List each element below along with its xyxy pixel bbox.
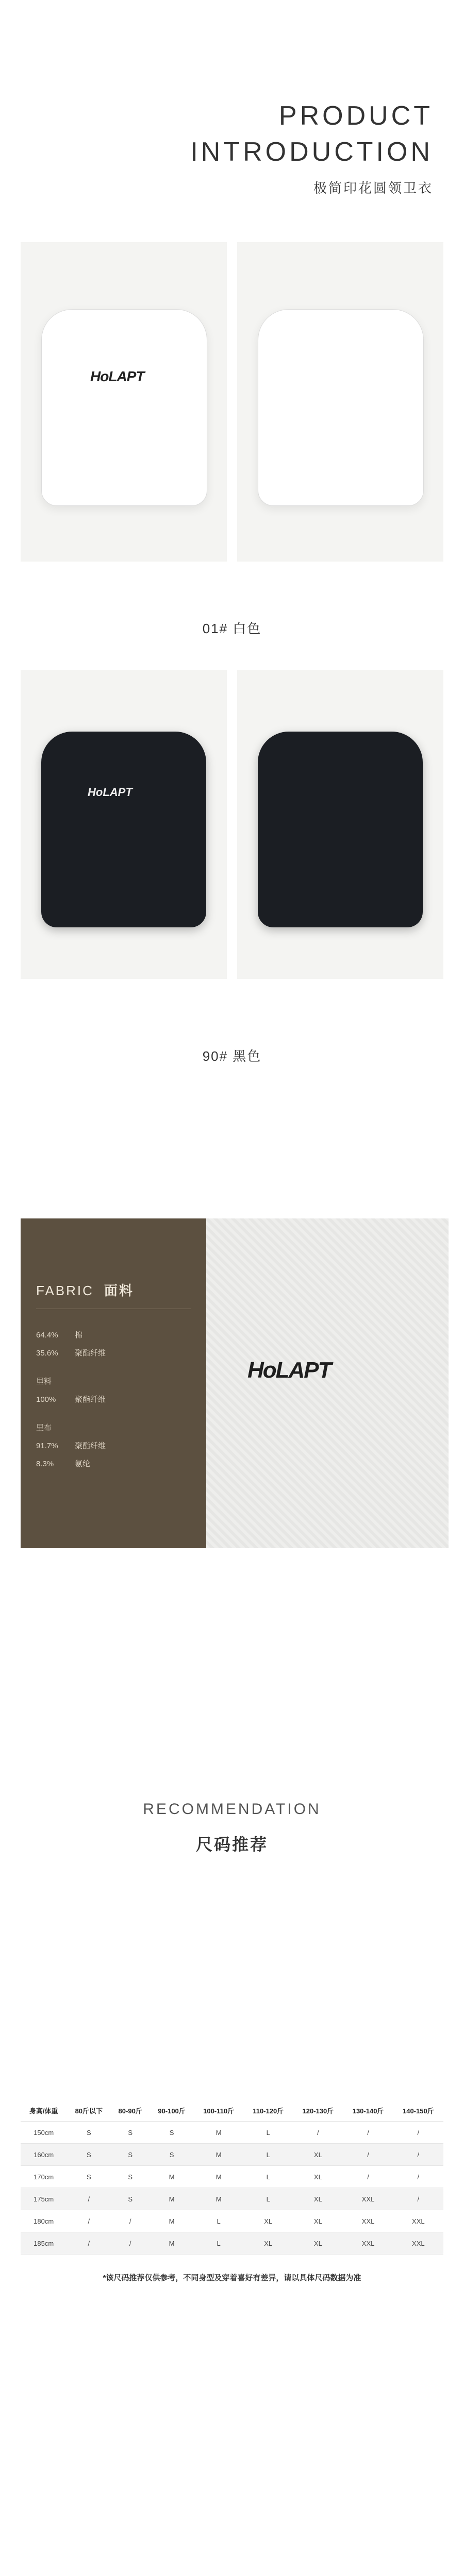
white-front-photo [21, 242, 227, 562]
header-cell: 120-130斤 [293, 2099, 343, 2122]
table-cell: M [194, 2166, 243, 2188]
size-table-header [21, 2099, 443, 2122]
table-cell: S [111, 2188, 150, 2210]
table-cell: S [150, 2122, 194, 2144]
table-cell: / [343, 2144, 393, 2166]
table-cell: L [243, 2144, 293, 2166]
table-cell: XL [293, 2188, 343, 2210]
table-cell: S [111, 2122, 150, 2144]
table-cell: L [194, 2232, 243, 2255]
white-sweatshirt-front [41, 309, 207, 506]
table-cell: L [243, 2166, 293, 2188]
table-cell: XXL [393, 2210, 443, 2232]
table-cell: / [67, 2210, 111, 2232]
table-cell: / [393, 2122, 443, 2144]
table-cell: M [194, 2188, 243, 2210]
size-note: *该尺码推荐仅供参考，不同身型及穿着喜好有差异，请以具体尺码数据为准 [103, 2274, 361, 2282]
title-line-1: PRODUCT [278, 101, 433, 131]
fabric-closeup-photo [206, 1218, 449, 1548]
page-title [190, 98, 433, 170]
table-cell: M [194, 2144, 243, 2166]
table-row [21, 2232, 443, 2255]
table-cell: XXL [393, 2232, 443, 2255]
table-cell: XL [293, 2232, 343, 2255]
table-cell: XL [293, 2166, 343, 2188]
table-cell: 185cm [21, 2232, 67, 2255]
table-row [21, 2144, 443, 2166]
black-sweatshirt-back [258, 732, 423, 927]
header-cell: 80-90斤 [111, 2099, 150, 2122]
header-cell: 80斤以下 [67, 2099, 111, 2122]
black-front-photo [21, 670, 227, 979]
recommendation-title-cn: 尺码推荐 [195, 1835, 268, 1854]
table-cell: / [343, 2166, 393, 2188]
table-row [21, 2166, 443, 2188]
size-table [21, 2099, 443, 2255]
table-row [21, 2188, 443, 2210]
table-cell: M [150, 2188, 194, 2210]
table-cell: 170cm [21, 2166, 67, 2188]
title-line-2: INTRODUCTION [190, 137, 433, 167]
header-cell: 110-120斤 [243, 2099, 293, 2122]
table-cell: / [393, 2166, 443, 2188]
table-cell: M [150, 2232, 194, 2255]
fabric-row: 100% 聚酯纤维 [36, 1395, 106, 1404]
white-back-photo [237, 242, 443, 562]
table-cell: / [111, 2232, 150, 2255]
closeup-print-logo: HoLAPT [247, 1358, 331, 1383]
table-cell: M [194, 2122, 243, 2144]
header-cell: 90-100斤 [150, 2099, 194, 2122]
table-cell: S [67, 2166, 111, 2188]
print-logo: HoLAPT [90, 368, 144, 384]
table-cell: XL [293, 2210, 343, 2232]
recommendation-title-en: RECOMMENDATION [143, 1801, 321, 1818]
table-row [21, 2210, 443, 2232]
table-cell: XXL [343, 2232, 393, 2255]
fabric-row: 64.4% 棉 [36, 1331, 83, 1340]
table-cell: S [150, 2144, 194, 2166]
table-cell: XXL [343, 2188, 393, 2210]
fabric-group-title: 里料 [36, 1377, 52, 1386]
table-cell: L [243, 2122, 293, 2144]
table-row [21, 2122, 443, 2144]
black-sweatshirt-front [41, 732, 206, 927]
table-cell: XXL [343, 2210, 393, 2232]
table-cell: / [393, 2144, 443, 2166]
white-sweatshirt-back [258, 309, 424, 506]
table-cell: / [393, 2188, 443, 2210]
table-cell: / [343, 2122, 393, 2144]
header-cell: 100-110斤 [194, 2099, 243, 2122]
color-caption-white: 01# 白色 [202, 621, 262, 636]
header-cell: 140-150斤 [393, 2099, 443, 2122]
table-cell: L [194, 2210, 243, 2232]
fabric-row: 91.7% 聚酯纤维 [36, 1442, 106, 1450]
table-cell: / [67, 2232, 111, 2255]
header-cell: 身高/体重 [21, 2099, 67, 2122]
table-cell: 160cm [21, 2144, 67, 2166]
table-cell: XL [293, 2144, 343, 2166]
table-cell: M [150, 2210, 194, 2232]
fabric-row: 35.6% 聚酯纤维 [36, 1349, 106, 1358]
fabric-heading [36, 1280, 134, 1299]
table-cell: S [67, 2122, 111, 2144]
color-caption-black: 90# 黑色 [202, 1048, 262, 1064]
table-cell: 175cm [21, 2188, 67, 2210]
header-cell: 130-140斤 [343, 2099, 393, 2122]
table-cell: / [111, 2210, 150, 2232]
table-cell: XL [243, 2210, 293, 2232]
table-cell: / [293, 2122, 343, 2144]
table-cell: S [111, 2144, 150, 2166]
black-back-photo [237, 670, 443, 979]
product-name: 极简印花圆领卫衣 [313, 180, 433, 196]
table-cell: L [243, 2188, 293, 2210]
table-cell: S [111, 2166, 150, 2188]
print-logo-black: HoLAPT [88, 786, 132, 799]
table-cell: M [150, 2166, 194, 2188]
fabric-panel [21, 1218, 206, 1548]
fabric-label-en: FABRIC [36, 1283, 94, 1298]
table-cell: XL [243, 2232, 293, 2255]
table-cell: / [67, 2188, 111, 2210]
fabric-texture [206, 1218, 449, 1548]
fabric-label-cn: 面料 [104, 1283, 134, 1298]
table-cell: 180cm [21, 2210, 67, 2232]
table-cell: 150cm [21, 2122, 67, 2144]
fabric-row: 8.3% 氨纶 [36, 1460, 91, 1468]
fabric-group-title: 里布 [36, 1423, 52, 1432]
table-cell: S [67, 2144, 111, 2166]
